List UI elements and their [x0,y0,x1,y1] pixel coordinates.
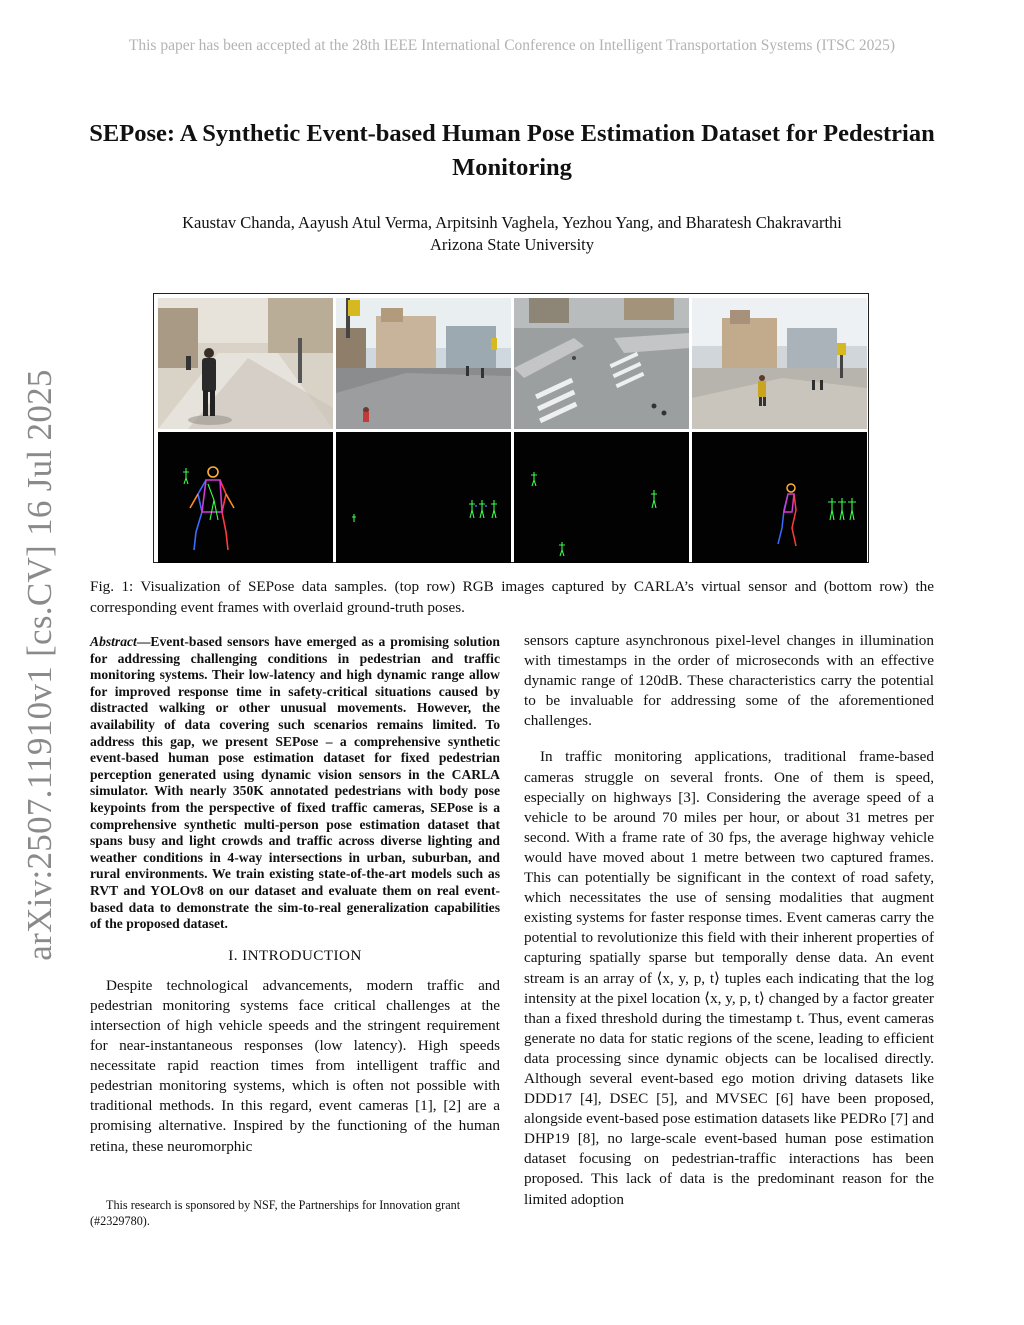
figure-1 [153,293,869,563]
abstract [90,634,500,933]
rgb-frame-street-pedestrian [158,298,333,429]
rgb-frame-intersection-cyclist [336,298,511,429]
conference-acceptance-note: This paper has been accepted at the 28th IEEE International Conference on Intelligent Transportation Systems (ITSC 2025) [128,37,896,54]
left-column [90,634,500,1157]
affiliation: Arizona State University [429,235,595,254]
section-heading-introduction: I. INTRODUCTION [228,946,362,964]
intro-paragraph-1: Despite technological advancements, modern traffic and pedestrian monitoring systems face critical challenges at the intersection of high vehicle speeds and the stringent requirement for near-instantaneous responses (low latency). High speeds necessitate rapid reaction times from intelligent traffic and pedestrian monitoring systems, which is often not possible with traditional methods. In this regard, event cameras [1], [2] are a promising alternative. Inspired by the functioning of the human retina, these neuromorphic [90,976,500,1155]
author-list: Kaustav Chanda, Aayush Atul Verma, Arpitsinh Vaghela, Yezhou Yang, and Bharatesh Chakravarthi [182,213,842,232]
rgb-frame-plaza-pedestrians [692,298,867,429]
arxiv-identifier-text: arXiv:2507.11910v1 [cs.CV] 16 Jul 2025 [20,369,59,961]
right-column [524,631,934,1210]
intro-paragraph-2: sensors capture asynchronous pixel-level changes in illumination with timestamps in the order of microseconds with an effective dynamic range of 120dB. These characteristics carry the potential to be invaluable for addressing some of the aforementioned challenges. [524,632,934,730]
abstract-text: —Event-based sensors have emerged as a promising solution for addressing challenging conditions in pedestrian and traffic monitoring systems. Their low-latency and high dynamic range allow for improved response time in safety-critical situations caused by distracted walking or other unusual movements. However, the availability of data covering such scenarios remains limited. To address this gap, we present SEPose – a comprehensive synthetic event-based human pose estimation dataset for fixed pedestrian perception generated using dynamic vision sensors in the CARLA simulator. With nearly 350K annotated pedestrians with body pose keypoints from the perspective of fixed traffic cameras, SEPose is a comprehensive synthetic multi-person pose estimation dataset that spans busy and light crowds and traffic across diverse lighting and weather conditions in 4-way intersections in urban, suburban, and rural environments. We train existing state-of-the-art models such as RVT and YOLOv8 on our dataset and evaluate them on real event-based data to demonstrate the sim-to-real generalization capabilities of the proposed dataset. [90,634,500,932]
figure-1-caption: Fig. 1: Visualization of SEPose data samples. (top row) RGB images captured by CARLA’s virtual sensor and (bottom row) the corresponding event frames with overlaid ground-truth poses. [90,578,934,616]
paper-title: SEPose: A Synthetic Event-based Human Pose Estimation Dataset for Pedestrian Monitoring [89,120,935,181]
author-block [60,212,964,256]
footnote [90,1197,500,1229]
event-frame-pose-1 [158,432,333,563]
event-frame-pose-4 [692,432,867,563]
event-frame-pose-2 [336,432,511,563]
abstract-lead: Abstract [90,634,137,649]
intro-paragraph-3: In traffic monitoring applications, traditional frame-based cameras struggle on several fronts. One of them is speed, especially on highways [3]. Considering the average speed of a vehicle to be around 70 miles per hour, or about 31 metres per second. With a frame rate of 30 fps, the average highway vehicle would have moved about 1 metre between two captured frames. This can potentially be significant in the context of road safety, which necessitates the use of sensing modalities that augment existing systems for faster response times. Event cameras carry the potential to revolutionize this field with their inherent properties of capturing spatially sparse but temporally dense data. An event stream is an array of ⟨x, y, p, t⟩ tuples each indicating that the log intensity at the pixel location ⟨x, y, p, t⟩ changed by a factor greater than a fixed threshold during the timestamp t. Thus, event cameras generate no data for static regions of the scene, leading to efficient data processing since dynamic objects can be localised directly. Although several event-based ego motion driving datasets like DDD17 [4], DSEC [5], and MVSEC [6] have been proposed, alongside event-based pose estimation datasets like PEDRo [7] and DHP19 [8], no large-scale event-based human pose estimation dataset focusing on pedestrian-traffic interactions has been proposed. This lack of data is the predominant reason for the limited adoption [524,748,934,1208]
footnote-text: This research is sponsored by NSF, the Partnerships for Innovation grant (#2329780). [90,1198,461,1228]
event-frame-pose-3 [514,432,689,563]
rgb-frame-crosswalk-overhead [514,298,689,429]
